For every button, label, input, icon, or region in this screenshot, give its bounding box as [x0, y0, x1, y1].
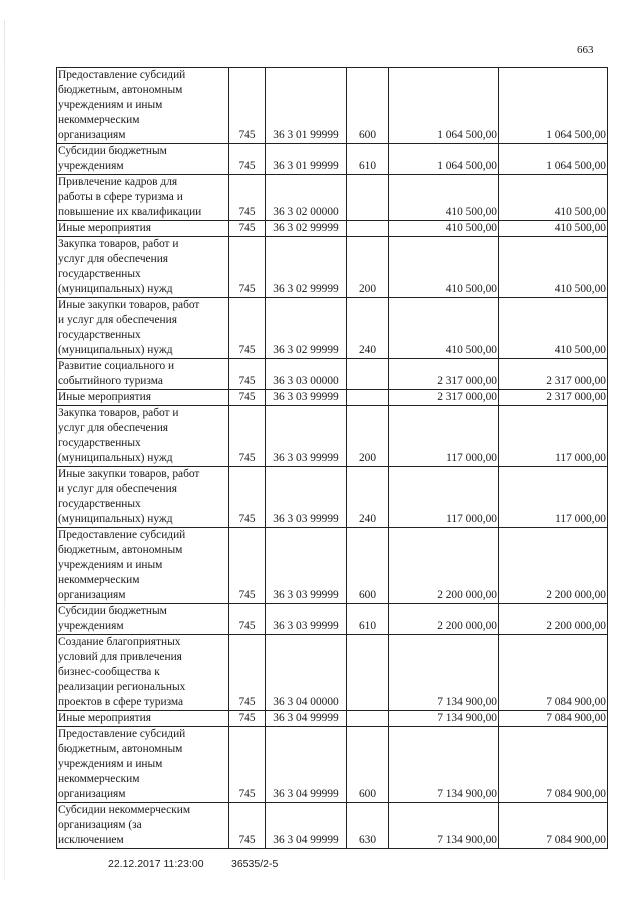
- row-sum-2017-cell: 410 500,00: [389, 237, 499, 298]
- row-sum-2018-cell: 7 084 900,00: [499, 803, 608, 849]
- row-csr-cell: 36 3 03 99999: [266, 390, 347, 406]
- row-vr-cell: 240: [347, 467, 389, 528]
- row-ved-cell: 745: [229, 144, 266, 175]
- budget-table: [56, 67, 608, 849]
- row-sum-2017-cell: 2 317 000,00: [389, 359, 499, 390]
- row-sum-2018-cell: 7 084 900,00: [499, 727, 608, 803]
- row-sum-2017-cell: 117 000,00: [389, 406, 499, 467]
- row-sum-2018-cell: 7 084 900,00: [499, 711, 608, 727]
- row-sum-2018-cell: 2 200 000,00: [499, 528, 608, 604]
- row-name-cell: Закупка товаров, работ и услуг для обеспечения государственных (муниципальных) нужд: [57, 237, 229, 298]
- footer-document-number: 36535/2-5: [231, 858, 279, 870]
- row-csr-cell: 36 3 02 99999: [266, 237, 347, 298]
- row-vr-cell: 200: [347, 237, 389, 298]
- row-csr-cell: 36 3 03 99999: [266, 604, 347, 635]
- row-csr-cell: 36 3 02 99999: [266, 298, 347, 359]
- row-ved-cell: 745: [229, 68, 266, 144]
- row-sum-2018-cell: 410 500,00: [499, 237, 608, 298]
- row-csr-cell: 36 3 01 99999: [266, 68, 347, 144]
- row-vr-cell: [347, 390, 389, 406]
- row-sum-2017-cell: 2 200 000,00: [389, 528, 499, 604]
- table-row: [57, 528, 608, 604]
- row-sum-2017-cell: 7 134 900,00: [389, 727, 499, 803]
- table-row: [57, 604, 608, 635]
- footer-date: 22.12.2017 11:23:00: [108, 858, 204, 870]
- row-name-cell: Иные закупки товаров, работ и услуг для обеспечения государственных (муниципальных) нужд: [57, 467, 229, 528]
- table-row: [57, 390, 608, 406]
- row-name-cell: Субсидии некоммерческим организациям (за исключением: [57, 803, 229, 849]
- row-sum-2018-cell: 2 317 000,00: [499, 390, 608, 406]
- row-ved-cell: 745: [229, 467, 266, 528]
- row-name-cell: Предоставление субсидий бюджетным, автономным учреждениям и иным некоммерческим организациям: [57, 727, 229, 803]
- table-row: [57, 175, 608, 221]
- table-row: [57, 221, 608, 237]
- row-ved-cell: 745: [229, 803, 266, 849]
- row-sum-2018-cell: 117 000,00: [499, 406, 608, 467]
- row-ved-cell: 745: [229, 604, 266, 635]
- row-ved-cell: 745: [229, 359, 266, 390]
- row-ved-cell: 745: [229, 390, 266, 406]
- table-row: [57, 467, 608, 528]
- row-ved-cell: 745: [229, 237, 266, 298]
- row-sum-2017-cell: 2 200 000,00: [389, 604, 499, 635]
- row-sum-2018-cell: 7 084 900,00: [499, 635, 608, 711]
- row-name-cell: Иные закупки товаров, работ и услуг для обеспечения государственных (муниципальных) нужд: [57, 298, 229, 359]
- row-csr-cell: 36 3 03 99999: [266, 528, 347, 604]
- row-vr-cell: 240: [347, 298, 389, 359]
- row-csr-cell: 36 3 03 00000: [266, 359, 347, 390]
- table-row: [57, 711, 608, 727]
- row-vr-cell: [347, 711, 389, 727]
- row-sum-2017-cell: 410 500,00: [389, 175, 499, 221]
- row-ved-cell: 745: [229, 406, 266, 467]
- row-vr-cell: 610: [347, 604, 389, 635]
- row-vr-cell: [347, 175, 389, 221]
- row-sum-2018-cell: 1 064 500,00: [499, 68, 608, 144]
- row-sum-2018-cell: 2 317 000,00: [499, 359, 608, 390]
- table-row: [57, 635, 608, 711]
- row-ved-cell: 745: [229, 298, 266, 359]
- budget-table-body: [57, 68, 608, 849]
- row-vr-cell: 600: [347, 528, 389, 604]
- row-csr-cell: 36 3 03 99999: [266, 406, 347, 467]
- row-vr-cell: 630: [347, 803, 389, 849]
- row-sum-2017-cell: 7 134 900,00: [389, 635, 499, 711]
- row-csr-cell: 36 3 02 00000: [266, 175, 347, 221]
- table-row: [57, 68, 608, 144]
- row-sum-2018-cell: 410 500,00: [499, 175, 608, 221]
- table-row: [57, 803, 608, 849]
- row-vr-cell: 200: [347, 406, 389, 467]
- row-vr-cell: [347, 359, 389, 390]
- row-ved-cell: 745: [229, 221, 266, 237]
- row-name-cell: Иные мероприятия: [57, 221, 229, 237]
- row-sum-2017-cell: 410 500,00: [389, 298, 499, 359]
- row-sum-2017-cell: 7 134 900,00: [389, 711, 499, 727]
- row-vr-cell: [347, 635, 389, 711]
- row-sum-2018-cell: 1 064 500,00: [499, 144, 608, 175]
- row-name-cell: Субсидии бюджетным учреждениям: [57, 144, 229, 175]
- row-csr-cell: 36 3 04 99999: [266, 803, 347, 849]
- row-sum-2017-cell: 2 317 000,00: [389, 390, 499, 406]
- row-sum-2017-cell: 1 064 500,00: [389, 68, 499, 144]
- row-ved-cell: 745: [229, 175, 266, 221]
- table-row: [57, 727, 608, 803]
- row-csr-cell: 36 3 02 99999: [266, 221, 347, 237]
- row-name-cell: Создание благоприятных условий для привлечения бизнес-сообщества к реализации региональных проектов в сфере туризма: [57, 635, 229, 711]
- page-number: 663: [577, 44, 594, 56]
- table-row: [57, 298, 608, 359]
- row-csr-cell: 36 3 01 99999: [266, 144, 347, 175]
- row-name-cell: Привлечение кадров для работы в сфере туризма и повышение их квалификации: [57, 175, 229, 221]
- row-name-cell: Иные мероприятия: [57, 390, 229, 406]
- row-name-cell: Иные мероприятия: [57, 711, 229, 727]
- row-ved-cell: 745: [229, 528, 266, 604]
- row-sum-2018-cell: 2 200 000,00: [499, 604, 608, 635]
- row-csr-cell: 36 3 04 99999: [266, 727, 347, 803]
- row-name-cell: Субсидии бюджетным учреждениям: [57, 604, 229, 635]
- row-sum-2018-cell: 410 500,00: [499, 221, 608, 237]
- row-csr-cell: 36 3 04 00000: [266, 635, 347, 711]
- row-sum-2018-cell: 117 000,00: [499, 467, 608, 528]
- scan-edge: [4, 20, 5, 880]
- row-vr-cell: 600: [347, 727, 389, 803]
- row-ved-cell: 745: [229, 727, 266, 803]
- row-ved-cell: 745: [229, 711, 266, 727]
- table-row: [57, 406, 608, 467]
- row-name-cell: Предоставление субсидий бюджетным, автономным учреждениям и иным некоммерческим организациям: [57, 68, 229, 144]
- table-row: [57, 359, 608, 390]
- table-row: [57, 237, 608, 298]
- row-sum-2017-cell: 410 500,00: [389, 221, 499, 237]
- row-name-cell: Предоставление субсидий бюджетным, автономным учреждениям и иным некоммерческим организациям: [57, 528, 229, 604]
- row-vr-cell: 600: [347, 68, 389, 144]
- row-vr-cell: 610: [347, 144, 389, 175]
- row-csr-cell: 36 3 03 99999: [266, 467, 347, 528]
- row-name-cell: Развитие социального и событийного туризма: [57, 359, 229, 390]
- row-csr-cell: 36 3 04 99999: [266, 711, 347, 727]
- row-sum-2017-cell: 7 134 900,00: [389, 803, 499, 849]
- row-vr-cell: [347, 221, 389, 237]
- table-row: [57, 144, 608, 175]
- row-name-cell: Закупка товаров, работ и услуг для обеспечения государственных (муниципальных) нужд: [57, 406, 229, 467]
- row-sum-2018-cell: 410 500,00: [499, 298, 608, 359]
- row-sum-2017-cell: 117 000,00: [389, 467, 499, 528]
- row-ved-cell: 745: [229, 635, 266, 711]
- row-sum-2017-cell: 1 064 500,00: [389, 144, 499, 175]
